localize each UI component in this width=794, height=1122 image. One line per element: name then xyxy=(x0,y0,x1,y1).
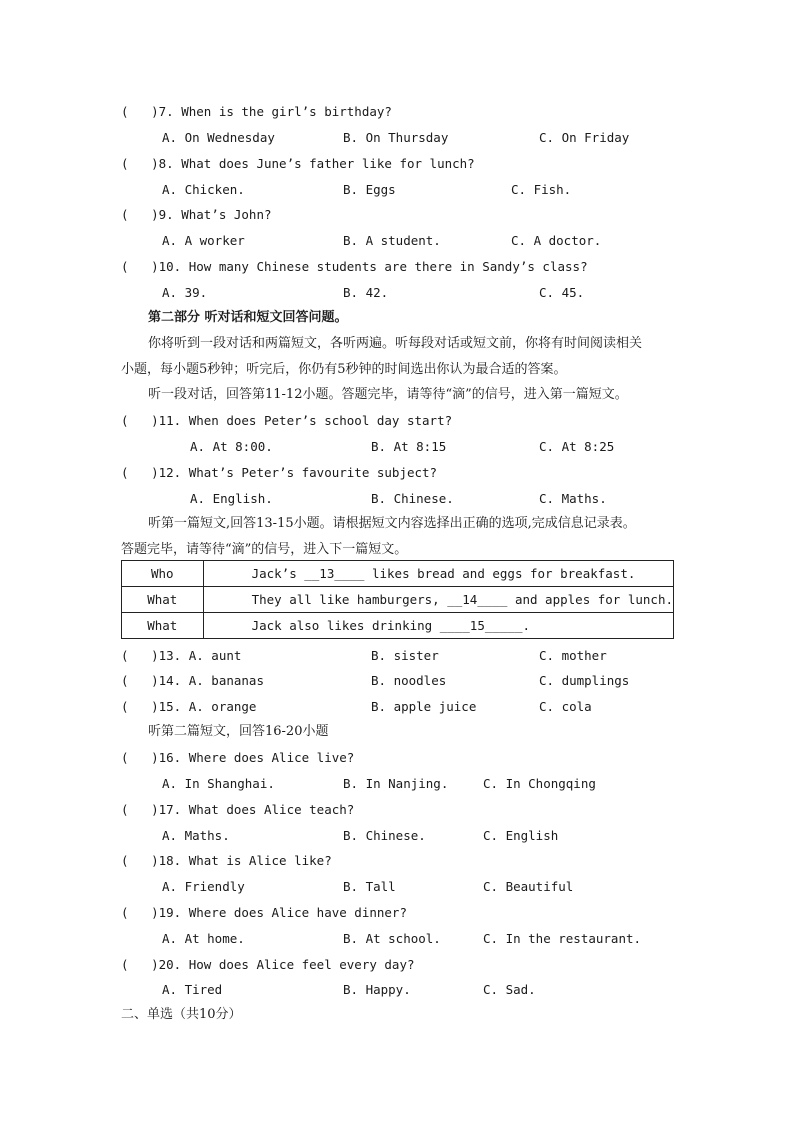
option-b: B. At school. xyxy=(343,931,441,946)
option-c: C. Beautiful xyxy=(483,879,574,894)
table-cell-text: Jack also likes drinking ____15_____. xyxy=(203,613,673,639)
table-cell-label: Who xyxy=(122,561,204,587)
question-stem: ( )14. A. bananas xyxy=(121,673,264,688)
option-b: B. At 8:15 xyxy=(371,439,447,454)
option-c: C. 45. xyxy=(539,285,585,300)
option-c: C. Maths. xyxy=(539,491,607,506)
option-c: C. dumplings xyxy=(539,673,630,688)
option-a: A. 39. xyxy=(162,285,208,300)
option-b: B. 42. xyxy=(343,285,389,300)
instruction-text: 听第一篇短文,回答13-15小题。请根据短文内容选择出正确的选项,完成信息记录表。 xyxy=(148,516,636,531)
info-record-table xyxy=(121,560,674,639)
question-stem: ( )10. How many Chinese students are there in Sandy’s class? xyxy=(121,259,588,274)
instruction-text: 小题，每小题5秒钟；听完后，你仍有5秒钟的时间选出你认为最合适的答案。 xyxy=(121,362,567,377)
table-row xyxy=(122,587,674,613)
option-a: A. English. xyxy=(190,491,273,506)
instruction-text: 听第二篇短文，回答16-20小题 xyxy=(148,724,329,739)
option-c: C. Sad. xyxy=(483,982,536,997)
question-stem: ( )11. When does Peter’s school day start? xyxy=(121,413,453,428)
option-c: C. On Friday xyxy=(539,130,630,145)
option-b: B. sister xyxy=(371,648,439,663)
option-b: B. Chinese. xyxy=(371,491,454,506)
option-b: B. noodles xyxy=(371,673,447,688)
option-c: C. mother xyxy=(539,648,607,663)
option-c: C. English xyxy=(483,828,559,843)
option-b: B. On Thursday xyxy=(343,130,449,145)
option-c: C. cola xyxy=(539,699,592,714)
option-a: A. A worker xyxy=(162,233,245,248)
instruction-text: 你将听到一段对话和两篇短文，各听两遍。听每段对话或短文前，你将有时间阅读相关 xyxy=(148,336,643,351)
option-c: C. In the restaurant. xyxy=(483,931,642,946)
option-b: B. In Nanjing. xyxy=(343,776,449,791)
option-b: B. apple juice xyxy=(371,699,477,714)
question-stem: ( )9. What’s John? xyxy=(121,207,272,222)
question-stem: ( )19. Where does Alice have dinner? xyxy=(121,905,407,920)
section-heading: 第二部分 听对话和短文回答问题。 xyxy=(148,310,348,325)
section-heading: 二、单选（共10分） xyxy=(121,1007,242,1022)
question-stem: ( )20. How does Alice feel every day? xyxy=(121,957,415,972)
option-c: C. At 8:25 xyxy=(539,439,615,454)
option-a: A. Tired xyxy=(162,982,223,997)
option-a: A. In Shanghai. xyxy=(162,776,275,791)
table-cell-label: What xyxy=(122,613,204,639)
table-cell-text: They all like hamburgers, __14____ and apples for lunch. xyxy=(203,587,673,613)
option-a: A. On Wednesday xyxy=(162,130,275,145)
question-stem: ( )7. When is the girl’s birthday? xyxy=(121,104,392,119)
option-a: A. Chicken. xyxy=(162,182,245,197)
option-a: A. Maths. xyxy=(162,828,230,843)
question-stem: ( )8. What does June’s father like for lunch? xyxy=(121,156,475,171)
instruction-text: 答题完毕，请等待“滴”的信号，进入下一篇短文。 xyxy=(121,542,408,557)
option-b: B. Happy. xyxy=(343,982,411,997)
option-b: B. Eggs xyxy=(343,182,396,197)
option-c: C. A doctor. xyxy=(511,233,602,248)
table-cell-label: What xyxy=(122,587,204,613)
question-stem: ( )18. What is Alice like? xyxy=(121,853,332,868)
question-stem: ( )13. A. aunt xyxy=(121,648,242,663)
option-b: B. A student. xyxy=(343,233,441,248)
table-cell-text: Jack’s __13____ likes bread and eggs for breakfast. xyxy=(203,561,673,587)
question-stem: ( )12. What’s Peter’s favourite subject? xyxy=(121,465,438,480)
option-a: A. At home. xyxy=(162,931,245,946)
option-b: B. Chinese. xyxy=(343,828,426,843)
option-c: C. In Chongqing xyxy=(483,776,596,791)
table-row xyxy=(122,613,674,639)
question-stem: ( )15. A. orange xyxy=(121,699,257,714)
question-stem: ( )17. What does Alice teach? xyxy=(121,802,355,817)
option-a: A. Friendly xyxy=(162,879,245,894)
question-stem: ( )16. Where does Alice live? xyxy=(121,750,355,765)
table-row xyxy=(122,561,674,587)
option-c: C. Fish. xyxy=(511,182,572,197)
option-a: A. At 8:00. xyxy=(190,439,273,454)
option-b: B. Tall xyxy=(343,879,396,894)
instruction-text: 听一段对话，回答第11-12小题。答题完毕，请等待“滴”的信号，进入第一篇短文。 xyxy=(148,387,628,402)
